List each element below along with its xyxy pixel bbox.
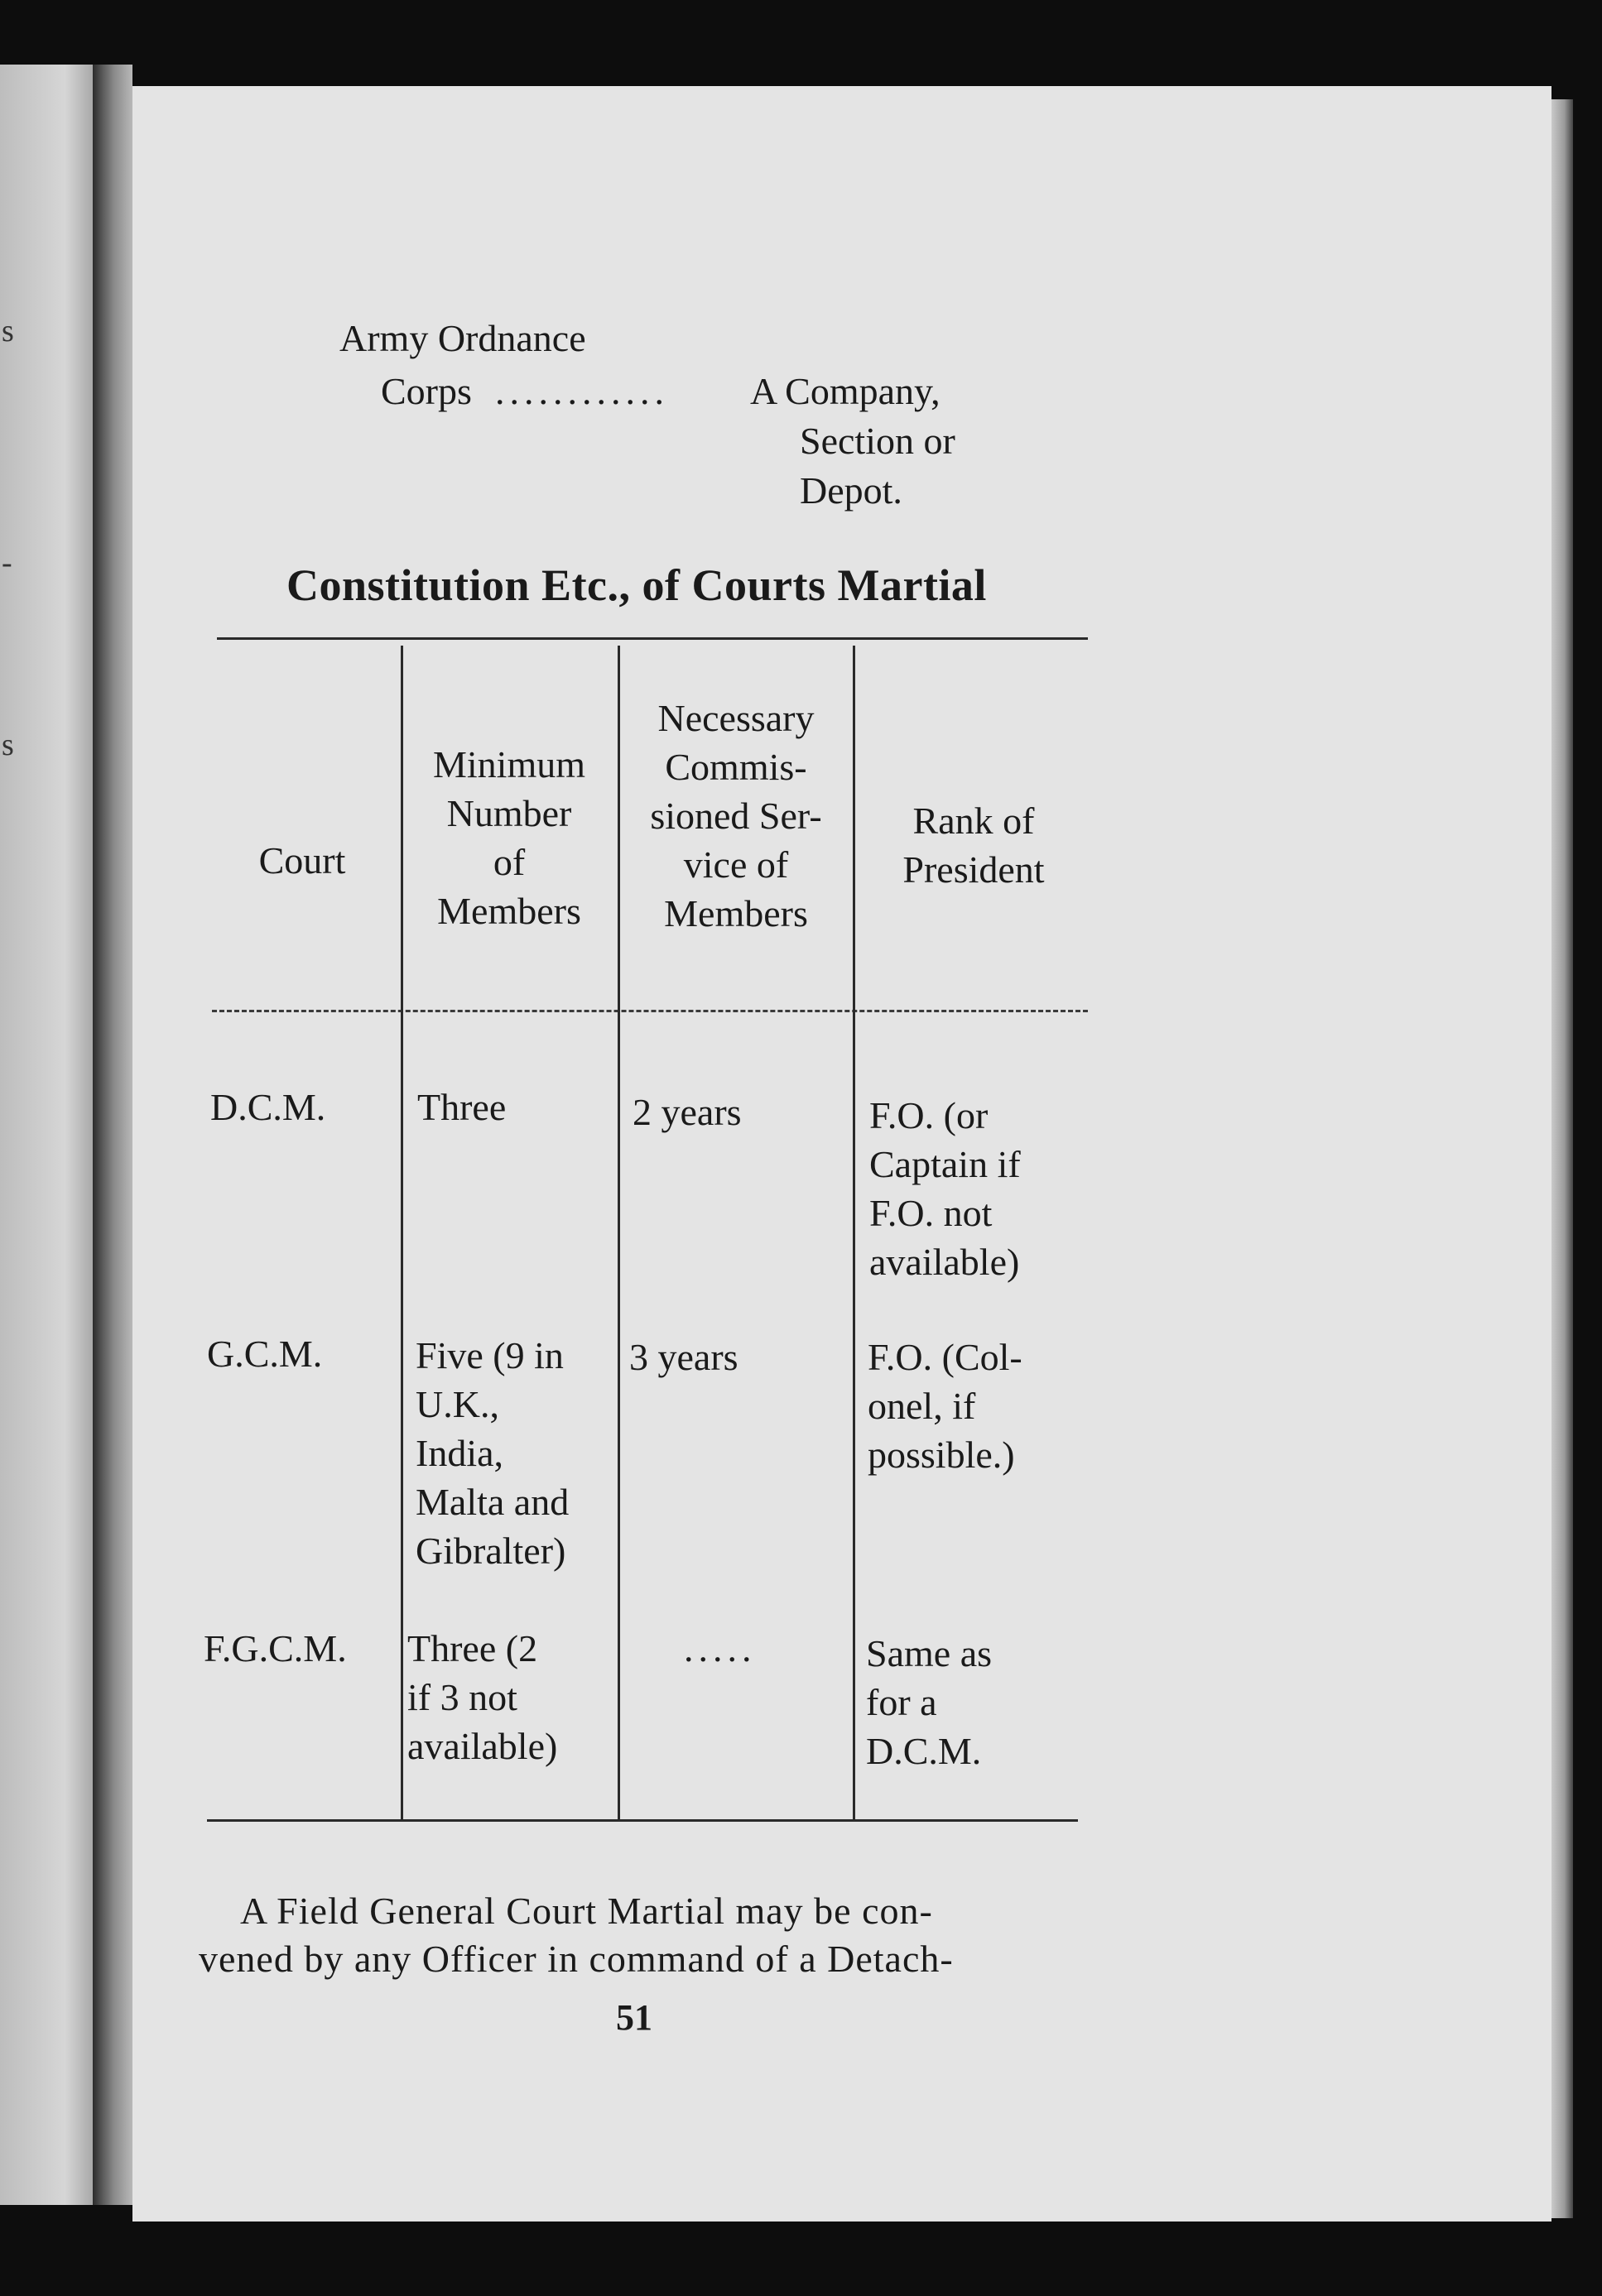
left-page-edge-letter: s xyxy=(2,728,14,762)
table-cell-minimum: Three (2 if 3 not available) xyxy=(407,1627,558,1767)
body-paragraph-line1: A Field General Court Martial may be con- xyxy=(240,1890,933,1932)
table-cell-service: 2 years xyxy=(633,1091,742,1133)
header-entry-line1: Army Ordnance xyxy=(339,317,586,359)
table-cell-rank: F.O. (Col- onel, if possible.) xyxy=(868,1336,1022,1476)
header-entry-line2-right: A Company, xyxy=(750,370,941,412)
header-entry-line3: Section or xyxy=(800,420,955,462)
table-cell-court: G.C.M. xyxy=(207,1333,323,1375)
table-cell-minimum: Three xyxy=(417,1086,507,1128)
table-header-commissioned-service: Necessary Commis- sioned Ser- vice of Members xyxy=(650,697,822,934)
page-number: 51 xyxy=(616,1997,652,2038)
table-cell-service: 3 years xyxy=(629,1336,738,1378)
table-cell-court: F.G.C.M. xyxy=(204,1627,347,1669)
book-spine xyxy=(93,65,132,2205)
header-entry-line2-left: Corps xyxy=(381,370,472,412)
table-top-rule xyxy=(217,637,1088,640)
table-cell-minimum: Five (9 in U.K., India, Malta and Gibralter) xyxy=(416,1334,570,1572)
table-bottom-rule xyxy=(207,1819,1078,1822)
header-entry-line4: Depot. xyxy=(800,469,902,512)
table-cell-rank: F.O. (or Captain if F.O. not available) xyxy=(869,1094,1021,1283)
table-column-divider xyxy=(853,646,855,1821)
table-cell-court: D.C.M. xyxy=(210,1086,326,1128)
table-header-minimum-members: Minimum Number of Members xyxy=(432,743,586,932)
table-header-rule xyxy=(212,1010,1088,1012)
table-header-court: Court xyxy=(258,839,346,881)
left-page-edge-letter: - xyxy=(2,545,12,580)
header-entry-leader-dots: ............ xyxy=(495,370,669,412)
left-facing-page xyxy=(0,65,93,2205)
table-column-divider xyxy=(618,646,620,1821)
table-cell-rank: Same as for a D.C.M. xyxy=(866,1632,993,1772)
section-title: Constitution Etc., of Courts Martial xyxy=(286,560,987,610)
table-cell-service: ..... xyxy=(684,1627,757,1669)
left-page-edge-letter: s xyxy=(2,314,14,348)
body-paragraph-line2: vened by any Officer in command of a Detach- xyxy=(199,1938,954,1980)
table-header-rank-of-president: Rank of President xyxy=(902,800,1045,891)
page-stack-edge xyxy=(1551,99,1573,2218)
table-column-divider xyxy=(401,646,403,1821)
